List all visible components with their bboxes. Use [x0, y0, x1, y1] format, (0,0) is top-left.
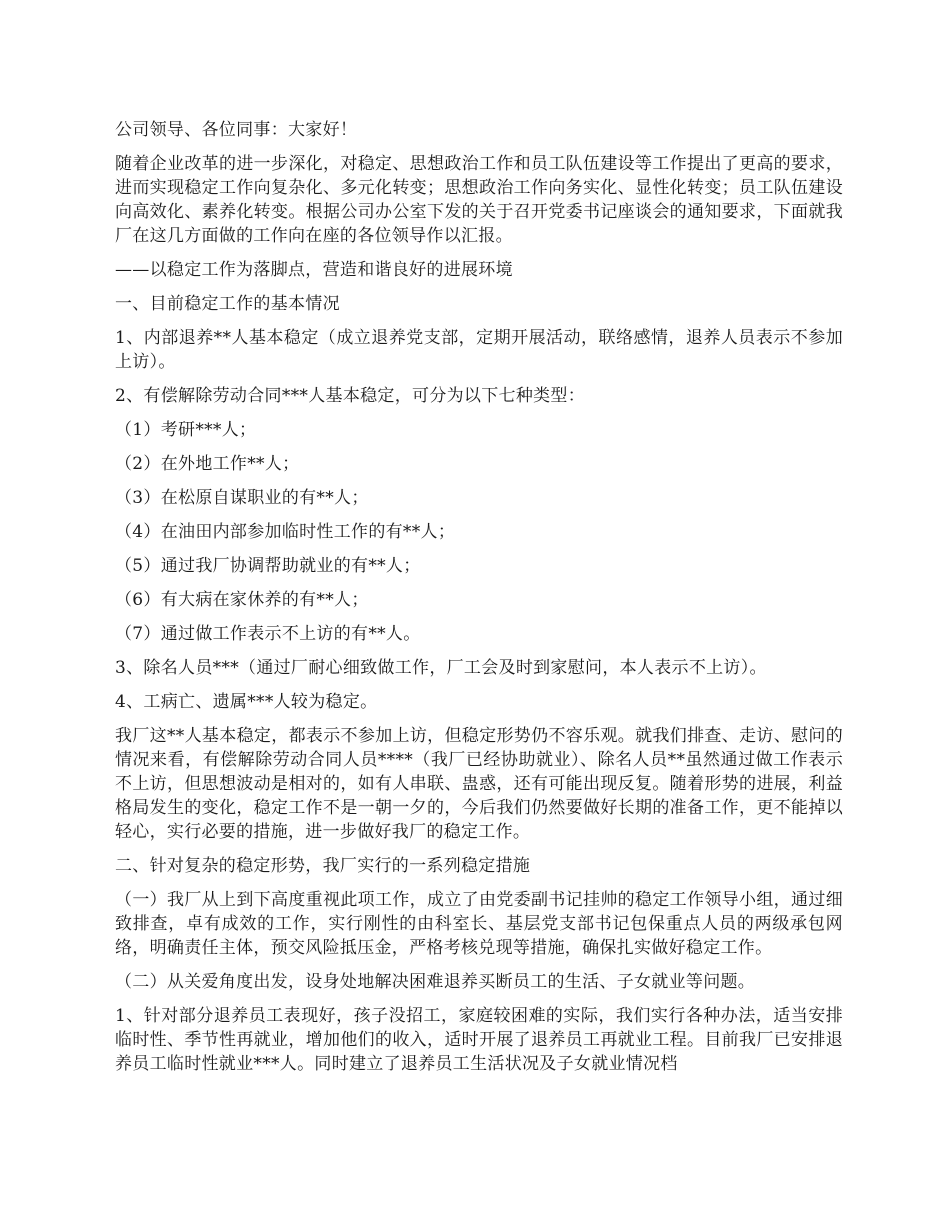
list-item: 2、有偿解除劳动合同***人基本稳定，可分为以下七种类型：	[115, 386, 586, 406]
list-item: 1、内部退养**人基本稳定（成立退养党支部，定期开展活动，联络感情，退养人员表示不参加上访）。	[115, 328, 843, 372]
section-heading-1: 一、目前稳定工作的基本情况	[115, 294, 340, 314]
sub-list-item: （4）在油田内部参加临时性工作的有**人；	[115, 522, 456, 542]
sub-list-item: （5）通过我厂协调帮助就业的有**人；	[115, 556, 421, 576]
body-paragraph: 1、针对部分退养员工表现好，孩子没招工，家庭较困难的实际，我们实行各种办法，适当安排临时性、季节性再就业，增加他们的收入，适时开展了退养员工再就业工程。目前我厂已安排退养员工临时性就业***人。同时建立了退养员工生活状况及子女就业情况档	[115, 1006, 843, 1074]
list-item: 4、工病亡、遗属***人较为稳定。	[115, 692, 378, 712]
intro-paragraph: 随着企业改革的进一步深化，对稳定、思想政治工作和员工队伍建设等工作提出了更高的要求，进而实现稳定工作向复杂化、多元化转变；思想政治工作向务实化、显性化转变；员工队伍建设向高效化、素养化转变。根据公司办公室下发的关于召开党委书记座谈会的通知要求，下面就我厂在这几方面做的工作向在座的各位领导作以汇报。	[115, 154, 843, 246]
sub-list-item: （6）有大病在家休养的有**人；	[115, 590, 369, 610]
sub-list-item: （1）考研***人；	[115, 420, 257, 440]
section-heading-2: 二、针对复杂的稳定形势，我厂实行的一系列稳定措施	[115, 856, 531, 876]
body-paragraph: 我厂这**人基本稳定，都表示不参加上访，但稳定形势仍不容乐观。就我们排查、走访、慰问的情况来看，有偿解除劳动合同人员****（我厂已经协助就业）、除名人员**虽然通过做工作表示不上访，但思想波动是相对的，如有人串联、蛊惑，还有可能出现反复。随着形势的进展，利益格局发生的变化，稳定工作不是一朝一夕的，今后我们仍然要做好长期的准备工作，更不能掉以轻心，实行必要的措施，进一步做好我厂的稳定工作。	[115, 726, 843, 842]
body-paragraph: （二）从关爱角度出发，设身处地解决困难退养买断员工的生活、子女就业等问题。	[115, 972, 756, 992]
sub-list-item: （3）在松原自谋职业的有**人；	[115, 488, 369, 508]
document-body	[115, 118, 843, 1086]
sub-list-item: （7）通过做工作表示不上访的有**人。	[115, 624, 421, 644]
list-item: 3、除名人员***（通过厂耐心细致做工作，厂工会及时到家慰问，本人表示不上访）。	[115, 658, 767, 678]
section-theme-heading: ——以稳定工作为落脚点，营造和谐良好的进展环境	[115, 260, 513, 280]
greeting: 公司领导、各位同事：大家好！	[115, 120, 358, 140]
body-paragraph: （一）我厂从上到下高度重视此项工作，成立了由党委副书记挂帅的稳定工作领导小组，通过细致排查，卓有成效的工作，实行刚性的由科室长、基层党支部书记包保重点人员的两级承包网络，明确责任主体，预交风险抵压金，严格考核兑现等措施，确保扎实做好稳定工作。	[115, 890, 843, 958]
sub-list-item: （2）在外地工作**人；	[115, 454, 300, 474]
